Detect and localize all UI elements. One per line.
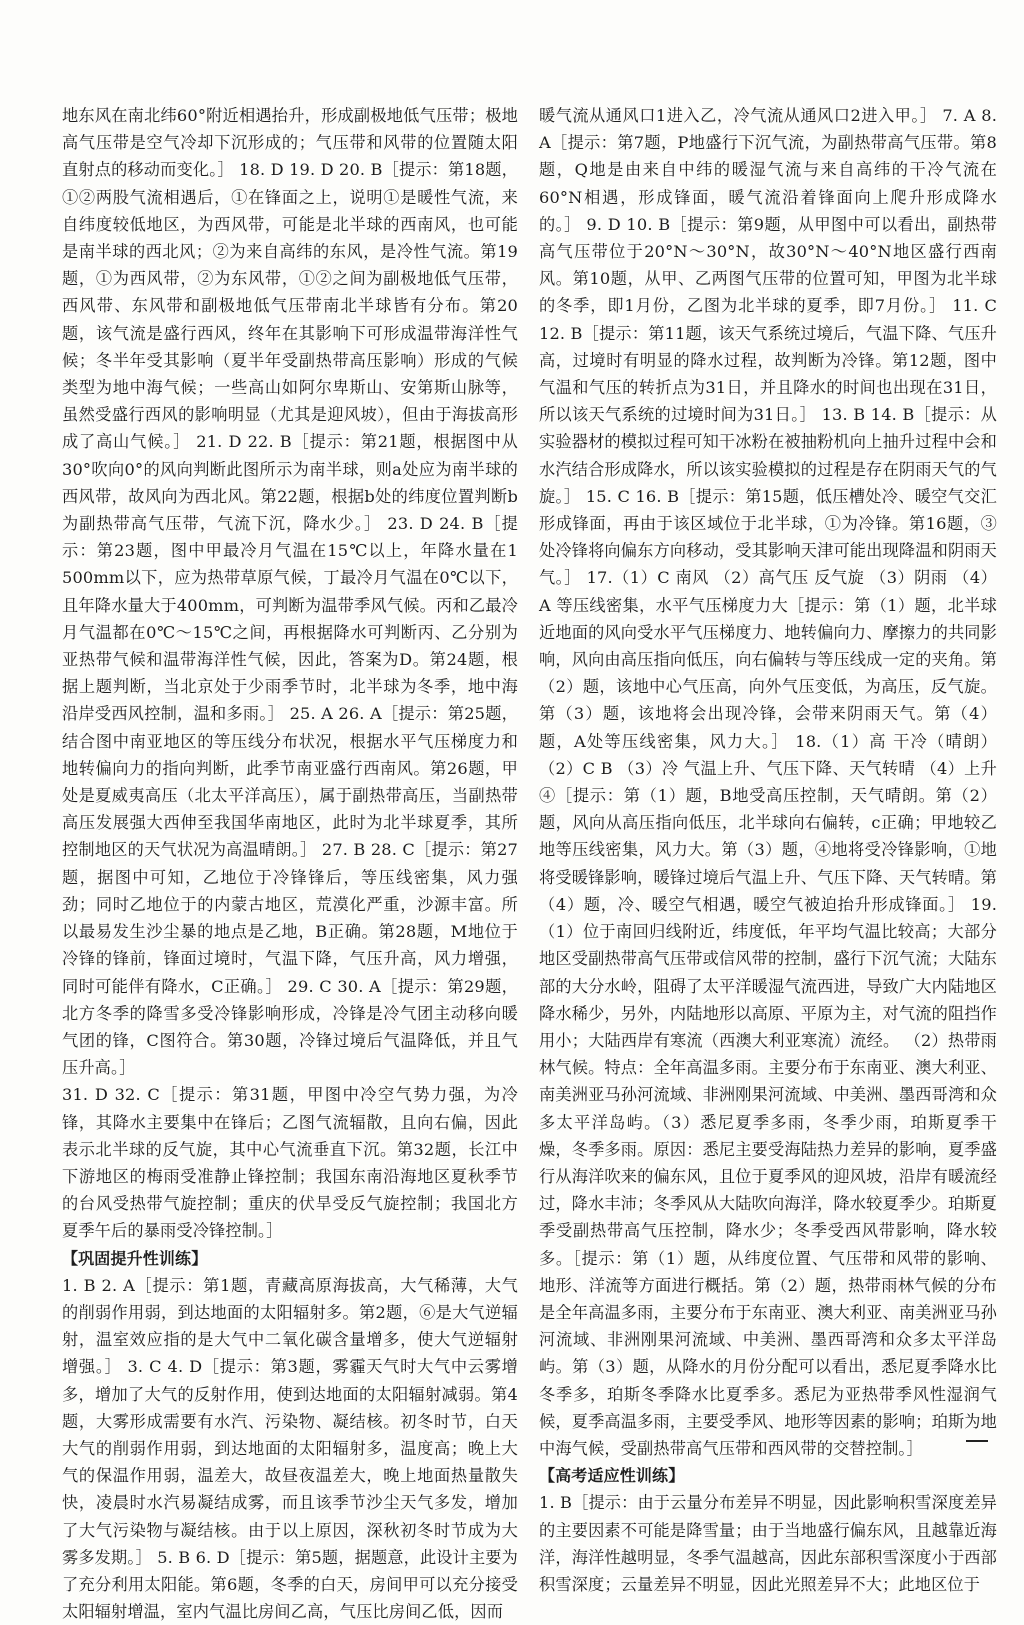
left-column — [62, 102, 518, 1625]
left-paragraph-1: 地东风在南北纬60°附近相遇抬升，形成副极地低气压带；极地高气压带是空气冷却下沉形成的；气压带和风带的位置随太阳直射点的移动而变化。］ 18. D 19. D 20. B［提示：第18题，①②两股气流相遇后，①在锋面之上，说明①是暖性气流，来自纬度较低地区，为西风带，可能是北半球的西南风，也可能是南半球的西北风；②为来自高纬的东风，是冷性气流。第19题，①为西风带，②为东风带，①②之间为副极地低气压带，西风带、东风带和副极地低气压带南北半球皆有分布。第20题，该气流是盛行西风，终年在其影响下可形成温带海洋性气候；冬半年受其影响（夏半年受副热带高压影响）形成的气候类型为地中海气候；一些高山如阿尔卑斯山、安第斯山脉等，虽然受盛行西风的影响明显（尤其是迎风坡），但由于海拔高形成了高山气候。］ 21. D 22. B［提示：第21题，根据图中从30°吹向0°的风向判断此图所示为南半球，则a处应为南半球的西风带，故风向为西北风。第22题，根据b处的纬度位置判断b为副热带高气压带，气流下沉，降水少。］ 23. D 24. B［提示：第23题，图中甲最冷月气温在15℃以上，年降水量在1 500mm以下，应为热带草原气候，丁最冷月气温在0℃以下，且年降水量大于400mm，可判断为温带季风气候。丙和乙最冷月气温都在0℃～15℃之间，再根据降水可判断丙、乙分别为亚热带气候和温带海洋性气候，因此，答案为D。第24题，根据上题判断，当北京处于少雨季节时，北半球为冬季，地中海沿岸受西风控制，温和多雨。］ 25. A 26. A［提示：第25题，结合图中南亚地区的等压线分布状况，根据水平气压梯度力和地转偏向力的指向判断，此季节南亚盛行西南风。第26题，甲处是夏威夷高压（北太平洋高压），属于副热带高压，当副热带高压发展强大西伸至我国华南地区，此时为北半球夏季，其所控制地区的天气状况为高温晴朗。］ 27. B 28. C［提示：第27题，据图中可知，乙地位于冷锋锋后，等压线密集，风力强劲；同时乙地位于的内蒙古地区，荒漠化严重，沙源丰富。所以最易发生沙尘暴的地点是乙地，B正确。第28题，M地位于冷锋的锋前，锋面过境时，气温下降，气压升高，风力增强，同时可能伴有降水，C正确。］ 29. C 30. A［提示：第29题，北方冬季的降雪多受冷锋影响形成，冷锋是冷气团主动移向暖气团的锋，C图符合。第30题，冷锋过境后气温降低，并且气压升高。］ — [62, 106, 518, 1078]
right-paragraph-2: 1. B［提示：由于云量分布差异不明显，因此影响积雪深度差异的主要因素不可能是降雪量；由于当地盛行偏东风，且越靠近海洋，海洋性越明显，冬季气温越高，因此东部积雪深度小于西部积雪深度；云量差异不明显，因此光照差异不大；此地区位于 — [539, 1493, 997, 1594]
page-edge-mark — [966, 1440, 988, 1442]
section-heading-consolidation: 【巩固提升性训练】 — [62, 1248, 208, 1268]
right-column — [539, 102, 997, 1598]
section-heading-exam-adaptation: 【高考适应性训练】 — [539, 1466, 685, 1486]
left-paragraph-3: 1. B 2. A［提示：第1题，青藏高原海拔高，大气稀薄，大气的削弱作用弱，到达地面的太阳辐射多。第2题，⑥是大气逆辐射，温室效应指的是大气中二氧化碳含量增多，使大气逆辐射增强。］ 3. C 4. D［提示：第3题，雾霾天气时大气中云雾增多，增加了大气的反射作用，使到达地面的太阳辐射减弱。第4题，大雾形成需要有水汽、污染物、凝结核。初冬时节，白天大气的削弱作用弱，到达地面的太阳辐射多，温度高；晚上大气的保温作用弱，温差大，故昼夜温差大，晚上地面热量散失快，凌晨时水汽易凝结成雾，而且该季节沙尘天气多发，增加了大气污染物与凝结核。由于以上原因，深秋初冬时节成为大雾多发期。］ 5. B 6. D［提示：第5题，据题意，此设计主要为了充分利用太阳能。第6题，冬季的白天，房间甲可以充分接受太阳辐射增温，室内气温比房间乙高，气压比房间乙低，因而 — [62, 1275, 518, 1622]
right-paragraph-1: 暖气流从通风口1进入乙，冷气流从通风口2进入甲。］ 7. A 8. A［提示：第7题，P地盛行下沉气流，为副热带高气压带。第8题，Q地是由来自中纬的暖湿气流与来自高纬的干冷气流在60°N相遇，形成锋面，暖气流沿着锋面向上爬升形成降水的。］ 9. D 10. B［提示：第9题，从甲图中可以看出，副热带高气压带位于20°N～30°N，故30°N～40°N地区盛行西南风。第10题，从甲、乙两图气压带的位置可知，甲图为北半球的冬季，即1月份，乙图为北半球的夏季，即7月份。］ 11. C 12. B［提示：第11题，该天气系统过境后，气温下降、气压升高，过境时有明显的降水过程，故判断为冷锋。第12题，图中气温和气压的转折点为31日，并且降水的时间也出现在31日，所以该天气系统的过境时间为31日。］ 13. B 14. B［提示：从实验器材的模拟过程可知干冰粉在被抽粉机向上抽升过程中会和水汽结合形成降水，所以该实验模拟的过程是存在阴雨天气的气旋。］ 15. C 16. B［提示：第15题，低压槽处冷、暖空气交汇形成锋面，再由于该区域位于北半球，①为冷锋。第16题，③处冷锋将向偏东方向移动，受其影响天津可能出现降温和阴雨天气。］ 17.（1）C 南风 （2）高气压 反气旋 （3）阴雨 （4）A 等压线密集，水平气压梯度力大［提示：第（1）题，北半球近地面的风向受水平气压梯度力、地转偏向力、摩擦力的共同影响，风向由高压指向低压，向右偏转与等压线成一定的夹角。第（2）题，该地中心气压高，向外气压变低，为高压，反气旋。第（3）题，该地将会出现冷锋，会带来阴雨天气。第（4）题，A处等压线密集，风力大。］ 18.（1）高 干冷（晴朗） （2）C B （3）冷 气温上升、气压下降、天气转晴 （4）上升 ④［提示：第（1）题，B地受高压控制，天气晴朗。第（2）题，风向从高压指向低压，北半球向右偏转，c正确；甲地较乙地等压线密集，风力大。第（3）题，④地将受冷锋影响，①地将受暖锋影响，暖锋过境后气温上升、气压下降、天气转晴。第（4）题，冷、暖空气相遇，暖空气被迫抬升形成锋面。］ 19.（1）位于南回归线附近，纬度低，年平均气温比较高；大部分地区受副热带高气压带或信风带的控制，盛行下沉气流；大陆东部的大分水岭，阻碍了太平洋暖湿气流西进，导致广大内陆地区降水稀少，另外，内陆地形以高原、平原为主，对气流的阻挡作用小；大陆西岸有寒流（西澳大利亚寒流）流经。 （2）热带雨林气候。特点：全年高温多雨。主要分布于东南亚、澳大利亚、南美洲亚马孙河流域、非洲刚果河流域、中美洲、墨西哥湾和众多太平洋岛屿。（3）悉尼夏季多雨，冬季少雨，珀斯夏季干燥，冬季多雨。原因：悉尼主要受海陆热力差异的影响，夏季盛行从海洋吹来的偏东风，且位于夏季风的迎风坡，沿岸有暖流经过，降水丰沛；冬季风从大陆吹向海洋，降水较夏季少。珀斯夏季受副热带高气压控制，降水少；冬季受西风带影响，降水较多。［提示：第（1）题，从纬度位置、气压带和风带的影响、地形、洋流等方面进行概括。第（2）题，热带雨林气候的分布是全年高温多雨，主要分布于东南亚、澳大利亚、南美洲亚马孙河流域、非洲刚果河流域、中美洲、墨西哥湾和众多太平洋岛屿。第（3）题，从降水的月份分配可以看出，悉尼夏季降水比冬季多，珀斯冬季降水比夏季多。悉尼为亚热带季风性湿润气候，夏季高温多雨，主要受季风、地形等因素的影响；珀斯为地中海气候，受副热带高气压带和西风带的交替控制。］ — [539, 106, 997, 1458]
left-paragraph-2: 31. D 32. C［提示：第31题，甲图中冷空气势力强，为冷锋，其降水主要集中在锋后；乙图气流辐散，且向右偏，因此表示北半球的反气旋，其中心气流垂直下沉。第32题，长江中下游地区的梅雨受准静止锋控制；我国东南沿海地区夏秋季节的台风受热带气旋控制；重庆的伏旱受反气旋控制；我国北方夏季午后的暴雨受冷锋控制。］ — [62, 1085, 518, 1241]
